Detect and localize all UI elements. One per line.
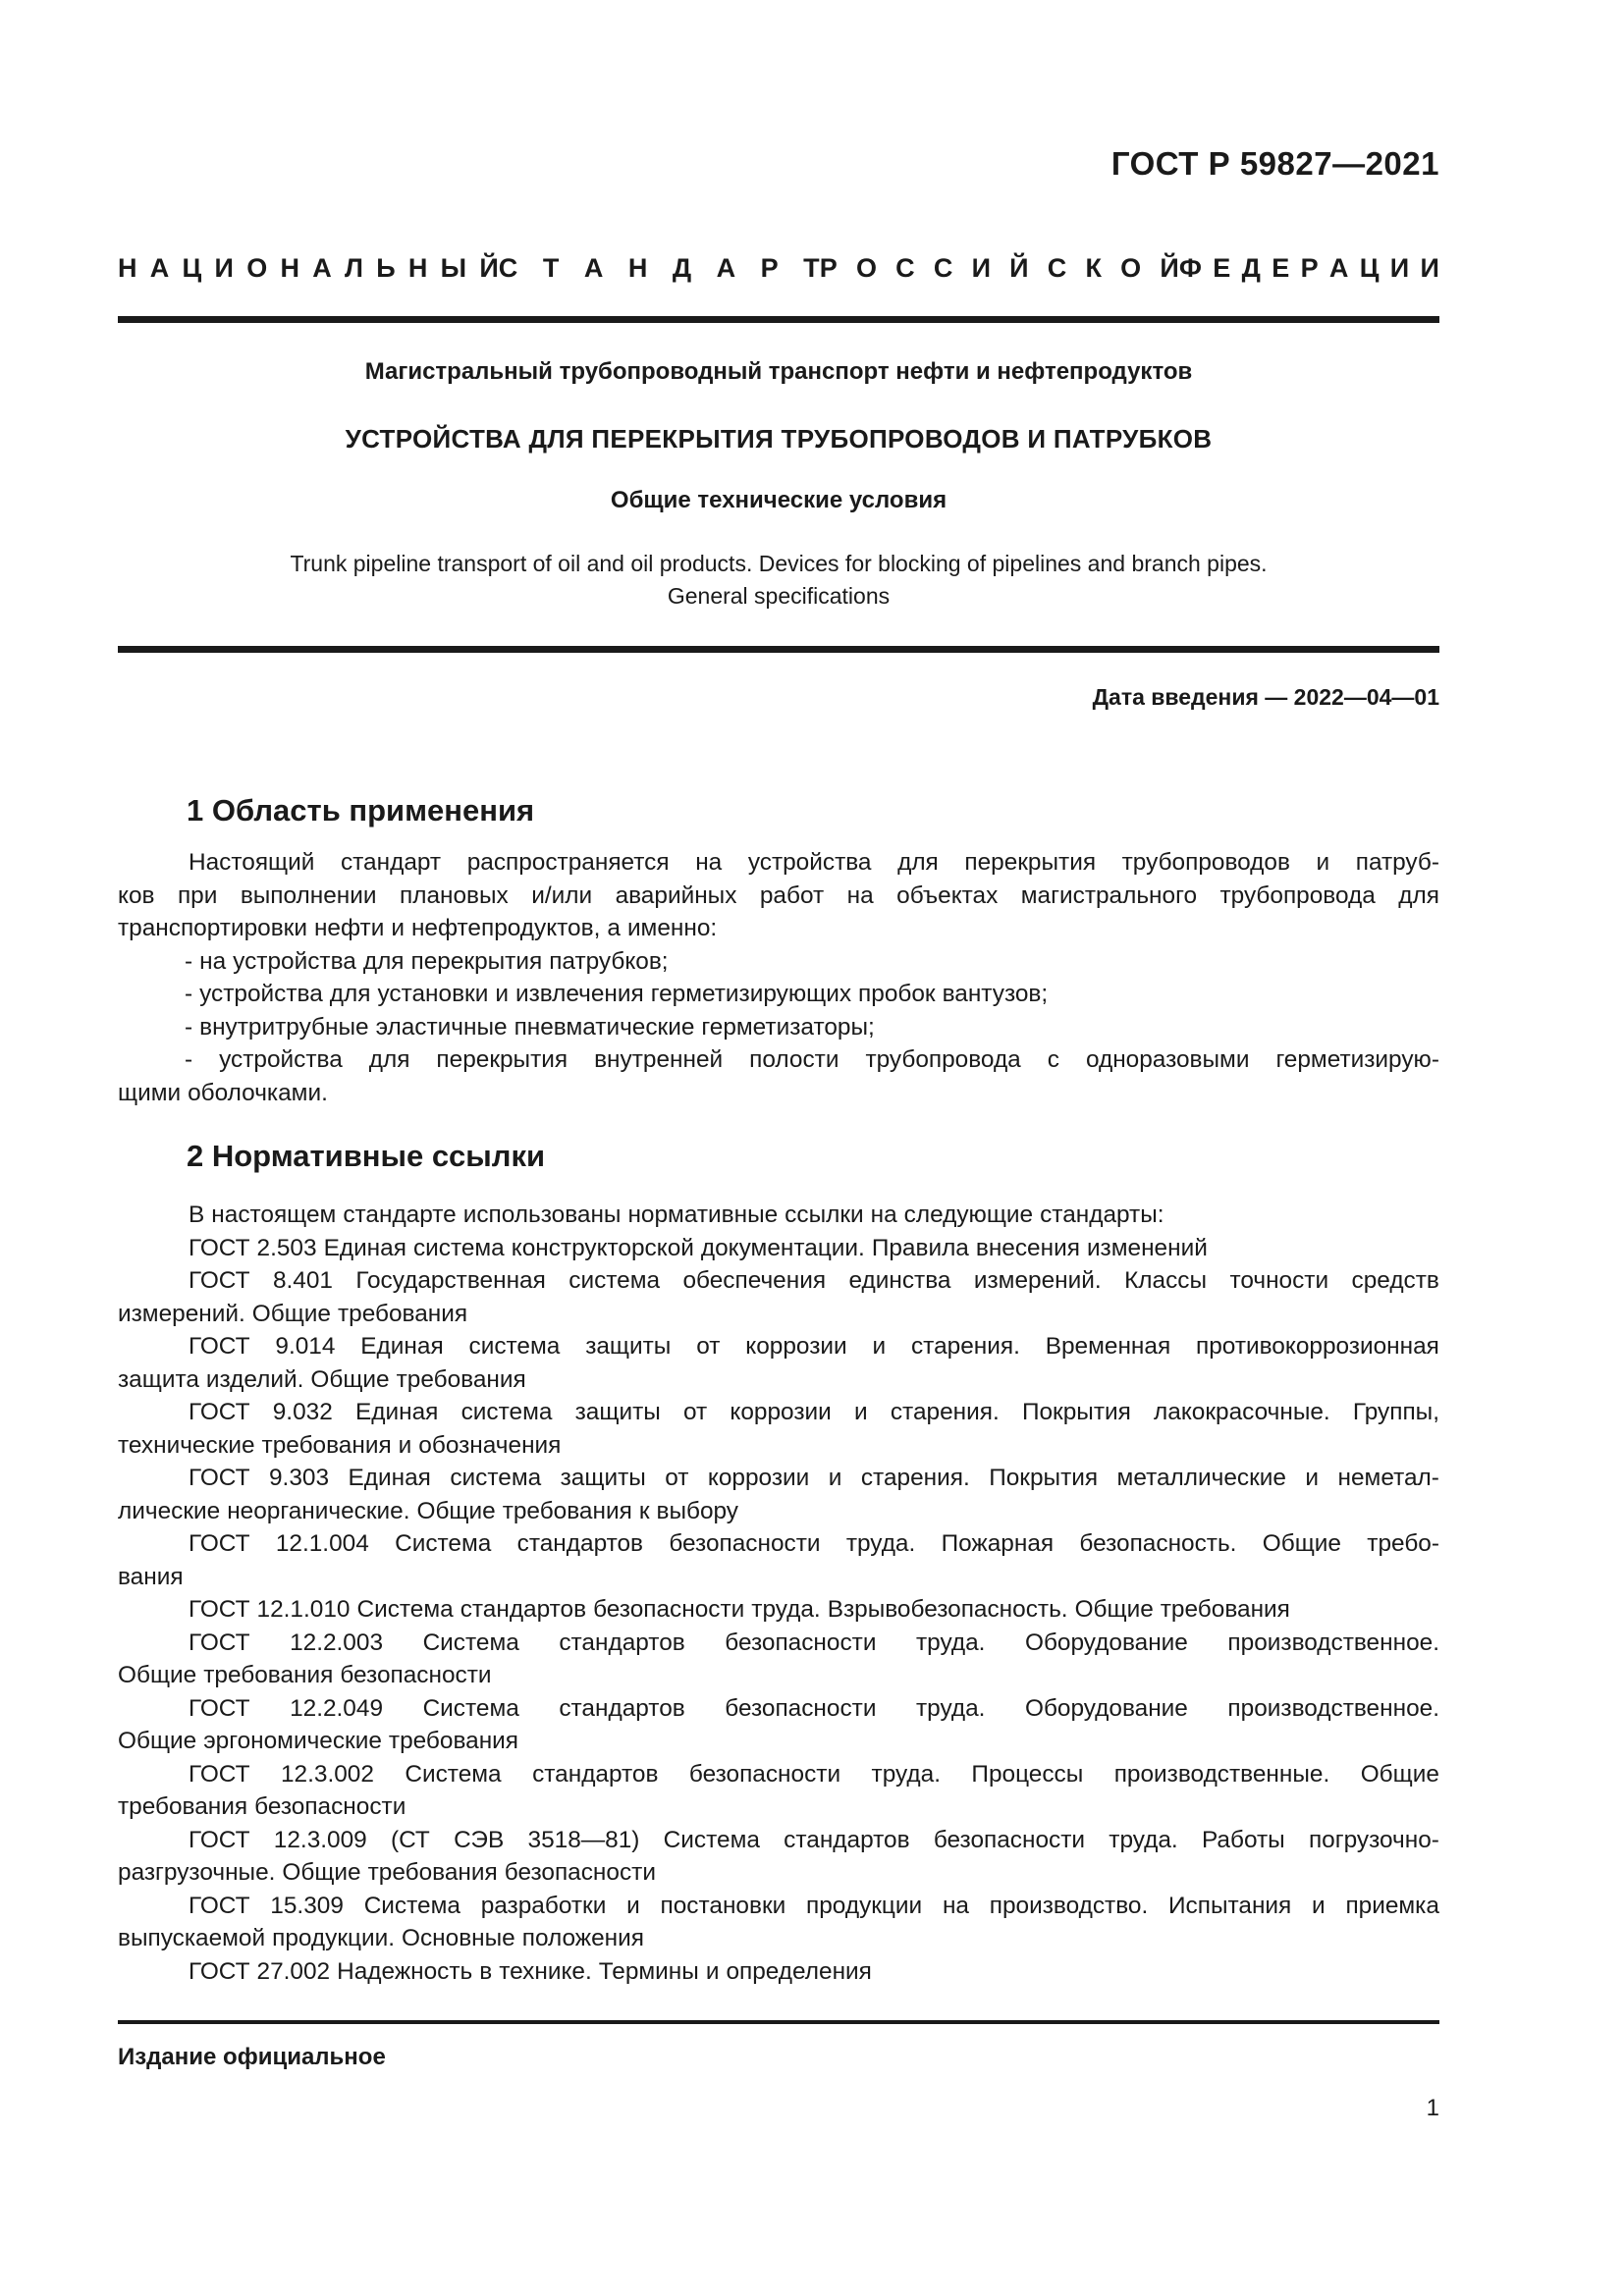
section-2-line: Общие эргономические требования: [118, 1728, 519, 1754]
section-2-line: ГОСТ 2.503 Единая система конструкторской документации. Правила внесения изменений: [189, 1234, 1208, 1261]
introduction-date: Дата введения — 2022—04—01: [1092, 684, 1439, 710]
section-2-body: [118, 1199, 1439, 1988]
footer-rule: [118, 2020, 1439, 2024]
section-2-line: разгрузочные. Общие требования безопасности: [118, 1859, 656, 1886]
section-1-title: 1 Область применения: [187, 793, 535, 828]
section-2-line: ГОСТ 15.309 Система разработки и постановки продукции на производство. Испытания и приемка: [189, 1892, 1439, 1919]
section-2-line: вания: [118, 1563, 184, 1590]
section-2-line: выпускаемой продукции. Основные положения: [118, 1925, 644, 1951]
national-heading-word: Р О С С И Й С К О Й: [819, 253, 1179, 283]
national-standard-heading: [118, 253, 1439, 284]
title-main: УСТРОЙСТВА ДЛЯ ПЕРЕКРЫТИЯ ТРУБОПРОВОДОВ И ПАТРУБКОВ: [345, 424, 1213, 454]
title-domain: Магистральный трубопроводный транспорт нефти и нефтепродуктов: [364, 358, 1193, 385]
section-2-line: ГОСТ 12.1.004 Система стандартов безопасности труда. Пожарная безопасность. Общие требо-: [189, 1530, 1439, 1557]
section-1-line: Настоящий стандарт распространяется на устройства для перекрытия трубопроводов и патруб-: [189, 849, 1439, 876]
national-heading-word: Ф Е Д Е Р А Ц И И: [1178, 253, 1439, 283]
section-2-line: ГОСТ 12.1.010 Система стандартов безопасности труда. Взрывобезопасность. Общие требования: [189, 1596, 1290, 1623]
header-rule-top: [118, 316, 1439, 323]
section-1-line: транспортировки нефти и нефтепродуктов, а именно:: [118, 915, 718, 941]
section-2-line: ГОСТ 12.2.049 Система стандартов безопасности труда. Оборудование производственное.: [189, 1694, 1439, 1722]
section-2-line: Общие требования безопасности: [118, 1662, 492, 1688]
title-english-line1: Trunk pipeline transport of oil and oil products. Devices for blocking of pipelines and branch pipes.: [290, 551, 1268, 576]
header-rule-bottom: [118, 646, 1439, 653]
section-2-line: ГОСТ 12.2.003 Система стандартов безопасности труда. Оборудование производственное.: [189, 1629, 1439, 1656]
document-page: [118, 0, 1439, 2296]
section-1-line: - на устройства для перекрытия патрубков;: [185, 947, 669, 975]
section-2-line: ГОСТ 27.002 Надежность в технике. Термины и определения: [189, 1957, 872, 1985]
section-2-line: защита изделий. Общие требования: [118, 1365, 526, 1393]
section-1-line: щими оболочками.: [118, 1079, 328, 1106]
national-heading-word: С Т А Н Д А Р Т: [498, 253, 820, 283]
section-1-line: - устройства для перекрытия внутренней полости трубопровода с одноразовыми герметизирую-: [185, 1046, 1439, 1073]
title-subtitle: Общие технические условия: [610, 487, 947, 513]
section-2-line: ГОСТ 8.401 Государственная система обеспечения единства измерений. Классы точности средств: [189, 1267, 1439, 1294]
title-english: [118, 548, 1439, 613]
section-2-line: ГОСТ 9.032 Единая система защиты от коррозии и старения. Покрытия лакокрасочные. Группы,: [189, 1399, 1439, 1425]
section-1-body: [118, 846, 1439, 1109]
official-edition-label: Издание официальное: [118, 2044, 386, 2070]
section-2-line: требования безопасности: [118, 1793, 406, 1820]
section-2-line: измерений. Общие требования: [118, 1300, 468, 1327]
section-2-line: ГОСТ 12.3.002 Система стандартов безопасности труда. Процессы производственные. Общие: [189, 1760, 1439, 1788]
section-1-line: - устройства для установки и извлечения герметизирующих пробок вантузов;: [185, 981, 1049, 1007]
national-heading-word: Н А Ц И О Н А Л Ь Н Ы Й: [118, 253, 499, 283]
section-2-line: ГОСТ 9.014 Единая система защиты от коррозии и старения. Временная противокоррозионная: [189, 1333, 1439, 1360]
section-2-line: лические неорганические. Общие требования к выбору: [118, 1497, 738, 1524]
section-2-title: 2 Нормативные ссылки: [187, 1139, 546, 1173]
page-number: 1: [1426, 2095, 1439, 2121]
document-number: ГОСТ Р 59827—2021: [1110, 145, 1439, 182]
section-2-line: технические требования и обозначения: [118, 1431, 562, 1459]
section-2-line: ГОСТ 9.303 Единая система защиты от коррозии и старения. Покрытия металлические и неметал-: [189, 1465, 1439, 1491]
section-1-line: ков при выполнении плановых и/или аварийных работ на объектах магистрального трубопровода для: [118, 881, 1439, 909]
section-2-line: ГОСТ 12.3.009 (СТ СЭВ 3518—81) Система стандартов безопасности труда. Работы погрузочно-: [189, 1826, 1439, 1853]
section-1-line: - внутритрубные эластичные пневматические герметизаторы;: [185, 1013, 875, 1041]
title-english-line2: General specifications: [667, 583, 891, 609]
section-2-line: В настоящем стандарте использованы нормативные ссылки на следующие стандарты:: [189, 1201, 1164, 1228]
